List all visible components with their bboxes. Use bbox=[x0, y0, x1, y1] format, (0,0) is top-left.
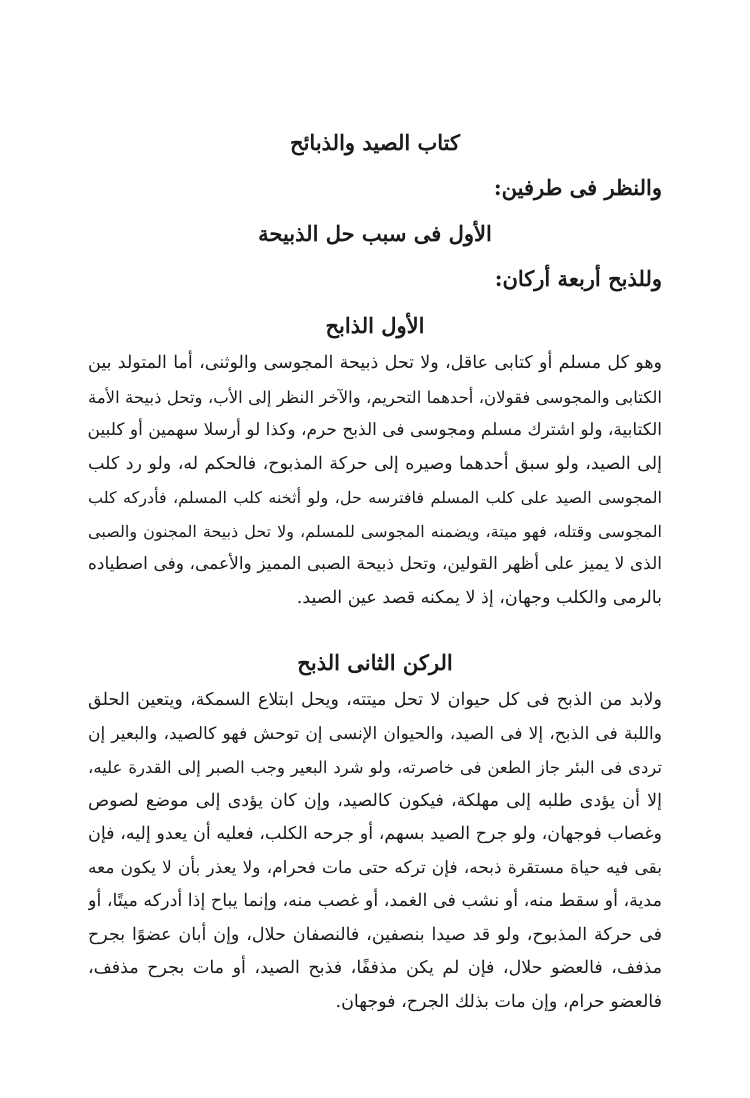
text-line: مدية، أو سقط منه، أو نشب فى الغمد، أو غصب منه، وإنما يباح إذا أدركه ميتًا، أو bbox=[88, 891, 662, 911]
text-line: وغصاب فوجهان، ولو جرح الصيد بسهم، أو جرحه الكلب، فعليه أن يعدو إليه، فإن bbox=[88, 824, 662, 844]
section-one-paragraph bbox=[88, 347, 662, 615]
book-title: كتاب الصيد والذبائح bbox=[290, 130, 460, 155]
pillars-intro: وللذبح أربعة أركان: bbox=[494, 266, 662, 291]
text-line: فى حركة المذبوح، ولو قد صيدا بنصفين، فالنصفان حلال، وإن أبان عضوًا بجرح bbox=[88, 924, 662, 945]
text-line: وهو كل مسلم أو كتابى عاقل، ولا تحل ذبيحة المجوسى والوثنى، أما المتولد بين bbox=[88, 353, 662, 373]
text-line: بقى فيه حياة مستقرة ذبحه، فإن تركه حتى مات فحرام، ولا يعذر بأن لا يكون معه bbox=[88, 857, 662, 878]
text-line: الكتابية، ولو اشترك مسلم ومجوسى فى الذبح حرم، وكذا لو أرسلا سهمين أو كلبين bbox=[88, 420, 662, 440]
text-line: المجوسى الصيد على كلب المسلم فافترسه حل، ولو أثخنه كلب المسلم، فأدركه كلب bbox=[88, 488, 662, 507]
section-one-title: الأول الذابح bbox=[325, 313, 425, 338]
part-one-title: الأول فى سبب حل الذبيحة bbox=[258, 221, 492, 246]
text-line: بالرمى والكلب وجهان، إذ لا يمكنه قصد عين الصيد. bbox=[296, 587, 662, 608]
text-line: فالعضو حرام، وإن مات بذلك الجرح، فوجهان. bbox=[335, 991, 662, 1012]
text-line: المجوسى وقتله، فهو ميتة، ويضمنه المجوسى للمسلم، ولا تحل ذبيحة المجنون والصبى bbox=[88, 521, 662, 541]
text-line: واللبة فى الذبح، إلا فى الصيد، والحيوان الإنسى إن توحش فهو كالصيد، والبعير إن bbox=[88, 723, 662, 744]
text-line: الكتابى والمجوسى فقولان، أحدهما التحريم، والآخر النظر إلى الأب، وتحل ذبيحة الأمة bbox=[88, 387, 662, 407]
text-line: تردى فى البئر جاز الطعن فى خاصرته، ولو شرد البعير وجب الصبر إلى القدرة عليه، bbox=[88, 758, 662, 777]
text-line: الذى لا يميز على أظهر القولين، وتحل ذبيحة الصبى المميز والأعمى، وفى اصطياده bbox=[88, 554, 662, 574]
intro-line: والنظر فى طرفين: bbox=[493, 175, 662, 200]
section-two-title: الركن الثانى الذبح bbox=[297, 650, 453, 675]
text-line: مذفف، فالعضو حلال، فإن لم يكن مذففًا، فذبح الصيد، أو مات بجرح مذفف، bbox=[88, 958, 662, 978]
text-line: إلى الصيد، ولو سبق أحدهما وصيره إلى حركة المذبوح، فالحكم له، ولو رد كلب bbox=[88, 453, 662, 474]
text-line: ولابد من الذبح فى كل حيوان لا تحل ميتته، ويحل ابتلاع السمكة، ويتعين الحلق bbox=[88, 690, 662, 710]
section-two-paragraph bbox=[88, 684, 662, 1019]
text-line: إلا أن يؤدى طلبه إلى مهلكة، فيكون كالصيد، وإن كان يؤدى إلى موضع لصوص bbox=[88, 790, 662, 811]
